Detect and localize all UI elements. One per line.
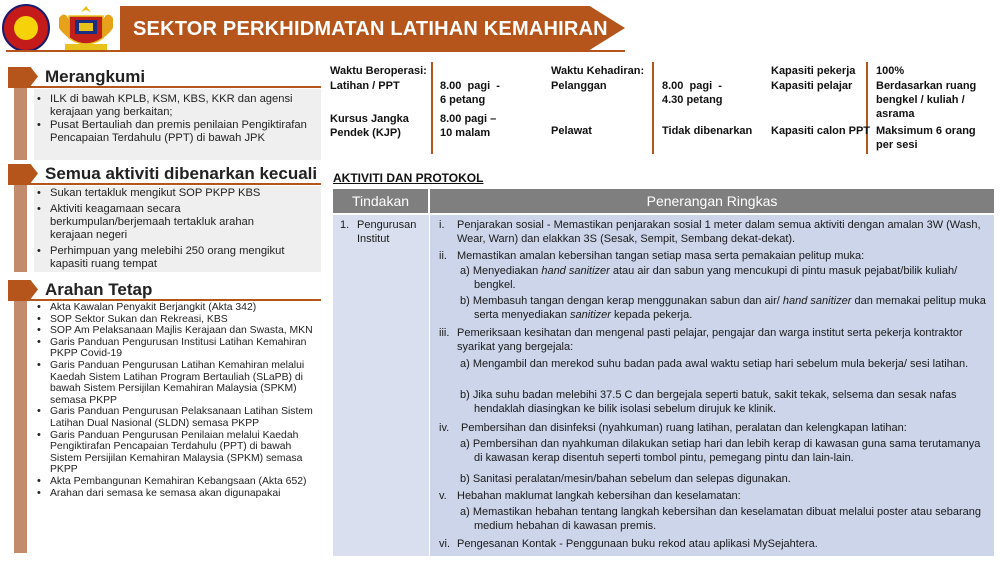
activities-title: AKTIVITI DAN PROTOKOL: [333, 171, 484, 185]
item-contact-tracing: Pengesanan Kontak - Penggunaan buku rekod atau aplikasi MySejahtera.: [457, 538, 818, 550]
item-disinfection: Pembersihan dan disinfeksi (nyahkuman) ruang latihan, peralatan dan kelengkapan latihan:: [461, 422, 907, 434]
item-number: i.: [439, 219, 445, 231]
subitem-text: atau air dan sabun yang mencukupi di pintu masuk pejabat/bilik kuliah/ bengkel.: [474, 265, 958, 291]
info-separator: [431, 62, 433, 154]
item-number: v.: [439, 490, 447, 502]
directives-heading: Arahan Tetap: [45, 280, 153, 299]
subitem-text: dan memakai pelitup muka serta menyediakan: [474, 295, 986, 321]
list-item: • Aktiviti keagamaan secara berkumpulan/berjemaah tertakluk arahan kerajaan negeri: [34, 203, 291, 242]
list-item: • Sukan tertakluk mengikut SOP PKPP KBS: [34, 187, 291, 200]
list-item: • SOP Am Pelaksanaan Majlis Kerajaan dan Swasta, MKN: [34, 325, 322, 337]
item-number: iii.: [439, 327, 450, 339]
info-separator: [866, 62, 868, 154]
list-item: • Pusat Bertauliah dan premis penilaian Pengiktirafan Pencapaian Terdahulu (PPT) di bawah JPK: [34, 119, 313, 145]
section-marker-summary: [8, 67, 38, 86]
subitem-posters: a) Memastikan hebahan tentang langkah kebersihan dan keselamatan dibuat melalui poster atau sebarang medium hebahan di kawasan premis.: [460, 506, 982, 532]
allowed-box: [34, 186, 321, 272]
section-sidebar-directives: [14, 283, 27, 553]
coat-of-arms-logo: [55, 4, 117, 52]
row-action-label: Pengurusan Institut: [357, 219, 417, 245]
subitem-provide-sanitizer: [460, 265, 984, 292]
subitem-text: kepada pekerja.: [610, 308, 693, 321]
item-health-screening: Pemeriksaan kesihatan dan mengenal pasti pelajar, pengajar dan warga institut serta pekerja kontraktor syarikat yang bergejala:: [457, 327, 963, 353]
operating-hours-label: Waktu Beroperasi:: [330, 65, 427, 77]
subitem-emphasis: hand sanitizer: [541, 265, 610, 277]
summary-list: [34, 89, 321, 145]
list-item: • Perhimpuan yang melebihi 250 orang mengikut kapasiti ruang tempat: [34, 245, 291, 271]
list-item: • Arahan dari semasa ke semasa akan digunapakai: [34, 488, 322, 500]
item-hand-hygiene: Memastikan amalan kebersihan tangan setiap masa serta pemakaian pelitup muka:: [457, 250, 865, 262]
info-separator: [652, 62, 654, 154]
directives-list: [34, 302, 322, 499]
page-title: SEKTOR PERKHIDMATAN LATIHAN KEMAHIRAN: [133, 18, 608, 40]
section-marker-directives: [8, 280, 38, 299]
directives-rule: [8, 299, 321, 301]
subitem-temperature: a) Mengambil dan merekod suhu badan pada awal waktu setiap hari sebelum mula bekerja/ sesi latihan.: [460, 358, 969, 370]
list-item: • Akta Pembangunan Kemahiran Kebangsaan (Akta 652): [34, 476, 322, 488]
cap-worker-value: 100%: [876, 65, 905, 77]
list-item: • Garis Panduan Pengurusan Institusi Latihan Kemahiran PKPP Covid-19: [34, 337, 322, 360]
item-number: iv.: [439, 422, 450, 434]
subitem-emphasis: hand sanitizer: [782, 295, 852, 307]
list-item: • Garis Panduan Pengurusan Pelaksanaan Latihan Sistem Latihan Dual Nasional (SLDN) semasa PKPP: [34, 406, 322, 429]
subitem-text: b) Membasuh tangan dengan kerap menggunakan sabun dan air/: [460, 295, 783, 307]
subitem-emphasis: sanitizer: [570, 308, 611, 321]
visit-hours-label: Waktu Kehadiran:: [551, 65, 645, 77]
allowed-list: [34, 186, 321, 271]
list-item: • SOP Sektor Sukan dan Rekreasi, KBS: [34, 314, 322, 326]
cap-student-label: Kapasiti pelajar: [771, 80, 853, 92]
visit-hours-sublabel: Pelanggan: [551, 80, 607, 92]
summary-heading: Merangkumi: [45, 67, 146, 86]
subitem-text: a) Menyediakan: [460, 265, 542, 277]
column-header-action: Tindakan: [333, 189, 428, 213]
header-rule: [6, 50, 625, 52]
item-information: Hebahan maklumat langkah kebersihan dan keselamatan:: [457, 490, 741, 502]
visitor-label: Pelawat: [551, 125, 592, 137]
item-number: vi.: [439, 538, 450, 550]
cap-ppt-value: Maksimum 6 orang per sesi: [876, 125, 976, 151]
visit-hours-value: 8.00 pagi - 4.30 petang: [662, 80, 723, 106]
kjp-label: Kursus Jangka Pendek (KJP): [330, 113, 409, 139]
list-item: • Garis Panduan Pengurusan Penilaian melalui Kaedah Pengiktirafan Pencapaian Terdahulu (PPT) di bawah Sistem Persijilan Kemahiran Malaysia (SPKM) semasa PKPP: [34, 430, 322, 476]
item-social-distancing: Penjarakan sosial - Memastikan penjarakan sosial 1 meter dalam semua aktiviti dengan amalan 3W (Wash, Wear, Warn) dan elakkan 3S (Sesak, Sempit, Sembang dekat-dekat).: [457, 219, 981, 245]
operating-hours-sublabel: Latihan / PPT: [330, 80, 400, 92]
nsc-logo-center: [14, 16, 38, 40]
list-item: • ILK di bawah KPLB, KSM, KBS, KKR dan agensi kerajaan yang berkaitan;: [34, 93, 313, 119]
cap-student-value: Berdasarkan ruang bengkel / kuliah / asrama: [876, 80, 977, 120]
column-header-description: Penerangan Ringkas: [430, 189, 994, 213]
action-cell: [333, 215, 429, 556]
subitem-daily-disinfection: a) Pembersihan dan nyahkuman dilakukan setiap hari dan lebih kerap di kawasan guna sama terutamanya di kawasan kerap disentuh seperti tombol pintu, pemegang pintu dan lain-lain.: [460, 438, 981, 464]
kjp-value: 8.00 pagi – 10 malam: [440, 113, 497, 139]
column-divider: [429, 215, 430, 556]
list-item: • Garis Panduan Pengurusan Latihan Kemahiran melalui Kaedah Sistem Latihan Program Bertauliah (SLaPB) di bawah Sistem Persijilan Kemahiran Malaysia (SPKM) semasa PKPP: [34, 360, 322, 406]
summary-box: [34, 89, 321, 160]
item-number: ii.: [439, 250, 447, 262]
section-marker-allowed: [8, 164, 38, 183]
cap-worker-label: Kapasiti pekerja: [771, 65, 856, 77]
subitem-isolation: b) Jika suhu badan melebihi 37.5 C dan bergejala seperti batuk, sakit tekak, selsema dan sesak nafas hendaklah diasingkan ke bilik isolasi sebelum dirujuk ke klinik.: [460, 389, 957, 415]
cap-ppt-label: Kapasiti calon PPT: [771, 125, 871, 137]
subitem-sanitize-equipment: b) Sanitasi peralatan/mesin/bahan sebelum dan selepas digunakan.: [460, 473, 791, 485]
visitor-value: Tidak dibenarkan: [662, 125, 753, 137]
summary-rule: [8, 86, 321, 88]
nsc-logo: [2, 4, 50, 52]
list-item: • Akta Kawalan Penyakit Berjangkit (Akta 342): [34, 302, 322, 314]
row-number: 1.: [340, 219, 350, 231]
operating-hours-value: 8.00 pagi - 6 petang: [440, 80, 500, 106]
allowed-heading: Semua aktiviti dibenarkan kecuali: [45, 164, 318, 183]
subitem-wash-hands: [460, 295, 994, 322]
allowed-rule: [8, 183, 321, 185]
